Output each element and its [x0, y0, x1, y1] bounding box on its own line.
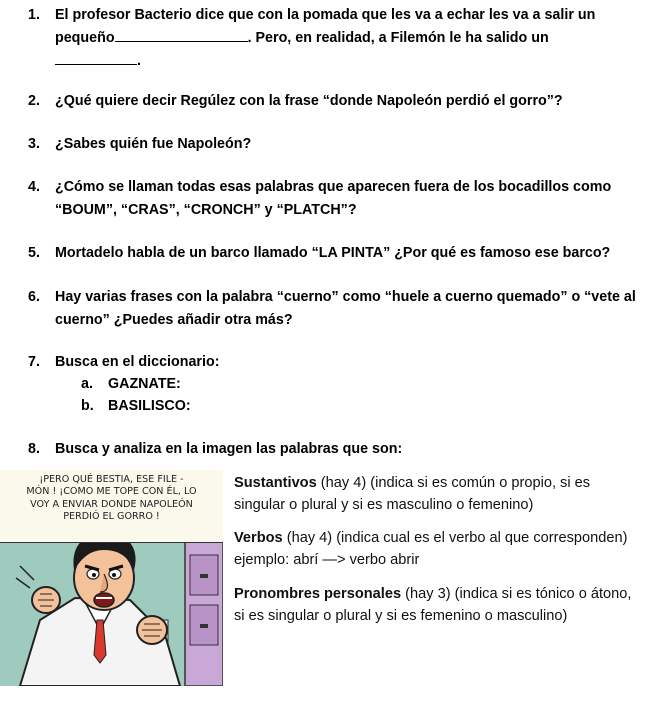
- question-number: 4.: [28, 179, 40, 195]
- caption-line: ¡PERO QUÉ BESTIA, ESE FILE -: [39, 474, 184, 485]
- category-title: Verbos: [234, 530, 283, 546]
- answer-blank[interactable]: [55, 51, 137, 65]
- category-instructions: (hay 4) (indica cual es el verbo al que corresponden): [282, 530, 628, 546]
- category-instructions: singular o plural y si es masculino o femenino): [234, 497, 534, 513]
- question-text: ¿Qué quiere decir Regúlez con la frase “donde Napoleón perdió el gorro”?: [55, 93, 563, 109]
- caption-line: VOY A ENVIAR DONDE NAPOLEÓN: [30, 498, 193, 510]
- question-text: “BOUM”, “CRAS”, “CRONCH” y “PLATCH”?: [55, 202, 357, 218]
- comic-panel-image: [0, 470, 223, 686]
- caption-line: MÓN ! ¡COMO ME TOPE CON ÉL, LO: [26, 486, 197, 498]
- question-text: . Pero, en realidad, a Filemón le ha salido un: [247, 30, 549, 46]
- question-text: .: [137, 53, 141, 69]
- question-text: Mortadelo habla de un barco llamado “LA PINTA” ¿Por qué es famoso ese barco?: [55, 245, 611, 261]
- question-number: 8.: [28, 441, 40, 457]
- question-number: 6.: [28, 289, 40, 305]
- question-text: ¿Sabes quién fue Napoleón?: [55, 136, 252, 152]
- category-instructions: si es singular o plural y si es femenino o masculino): [234, 608, 568, 624]
- category-title: Sustantivos: [234, 475, 317, 491]
- question-number: 5.: [28, 245, 40, 261]
- answer-blank[interactable]: [115, 28, 248, 42]
- item-word: BASILISCO:: [108, 398, 191, 414]
- item-letter: a.: [81, 376, 93, 392]
- question-text: cuerno” ¿Puedes añadir otra más?: [55, 312, 293, 328]
- category-sustantivos: [234, 472, 590, 516]
- question-text: Busca en el diccionario:: [55, 354, 220, 370]
- question-text: Hay varias frases con la palabra “cuerno” como “huele a cuerno quemado” o “vete al: [55, 289, 636, 305]
- item-word: GAZNATE:: [108, 376, 181, 392]
- question-number: 7.: [28, 354, 40, 370]
- question-text: Busca y analiza en la imagen las palabras que son:: [55, 441, 403, 457]
- question-number: 1.: [28, 7, 40, 23]
- category-instructions: (hay 3) (indica si es tónico o átono,: [401, 586, 632, 602]
- caption-line: PERDIÓ EL GORRO !: [63, 510, 160, 522]
- category-instructions: (hay 4) (indica si es común o propio, si es: [316, 475, 591, 491]
- category-instructions: ejemplo: abrí —> verbo abrir: [234, 552, 420, 568]
- question-text: pequeño: [55, 30, 115, 46]
- comic-speech-caption: [0, 470, 223, 543]
- item-letter: b.: [81, 398, 94, 414]
- question-number: 3.: [28, 136, 40, 152]
- category-title: Pronombres personales: [234, 586, 402, 602]
- question-text: ¿Cómo se llaman todas esas palabras que aparecen fuera de los bocadillos como: [55, 179, 612, 195]
- category-verbos: [234, 527, 627, 571]
- question-number: 2.: [28, 93, 40, 109]
- category-pronombres: [234, 583, 631, 627]
- question-text: El profesor Bacterio dice que con la pomada que les va a echar les va a salir un: [55, 7, 596, 23]
